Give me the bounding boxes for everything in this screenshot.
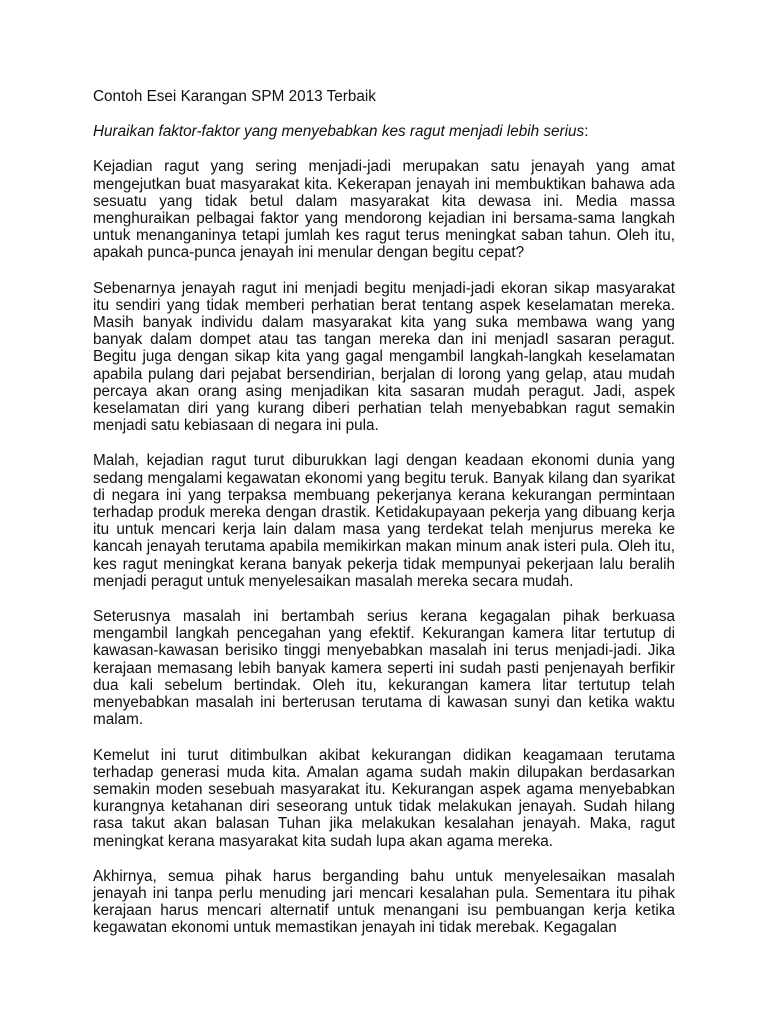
essay-question-colon: : xyxy=(584,123,589,141)
essay-content xyxy=(93,88,675,937)
paragraph-body-4: Kemelut ini turut ditimbulkan akibat kekurangan didikan keagamaan terutama terhadap generasi muda kita. Amalan agama sudah makin dilupakan berdasarkan semakin moden sesebuah masyarakat itu. Kekurangan aspek agama menyebabkan kurangnya ketahanan diri seseorang untuk tidak melakukan jenayah. Sudah hilang rasa takut akan balasan Tuhan jika melakukan kesalahan jenayah. Maka, ragut meningkat kerana masyarakat kita sudah lupa akan agama mereka. xyxy=(93,746,675,850)
paragraph-body-2: Malah, kejadian ragut turut diburukkan lagi dengan keadaan ekonomi dunia yang sedang mengalami kegawatan ekonomi yang begitu teruk. Banyak kilang dan syarikat di negara ini yang terpaksa membuang pekerjanya kerana kekurangan permintaan terhadap produk mereka dengan drastik. Ketidakupayaan pekerja yang dibuang kerja itu untuk mencari kerja lain dalam masa yang terdekat telah menjurus mereka ke kancah jenayah terutama apabila memikirkan makan minum anak isteri pula. Oleh itu, kes ragut meningkat kerana banyak pekerja tidak mempunyai pekerjaan lalu beralih menjadi peragut untuk menyelesaikan masalah mereka secara mudah. xyxy=(93,452,675,590)
document-title: Contoh Esei Karangan SPM 2013 Terbaik xyxy=(93,88,376,105)
essay-question-text: Huraikan faktor-faktor yang menyebabkan kes ragut menjadi lebih serius xyxy=(93,123,585,141)
paragraph-body-3: Seterusnya masalah ini bertambah serius kerana kegagalan pihak berkuasa mengambil langkah pencegahan yang efektif. Kekurangan kamera litar tertutup di kawasan-kawasan berisiko tinggi menyebabkan masalah ini terus menjadi-jadi. Jika kerajaan memasang lebih banyak kamera seperti ini sudah pasti penjenayah berfikir dua kali sebelum bertindak. Oleh itu, kekurangan kamera litar tertutup telah menyebabkan masalah ini berterusan terutama di kawasan sunyi dan ketika waktu malam. xyxy=(93,608,675,729)
essay-question xyxy=(93,123,675,140)
paragraph-introduction: Kejadian ragut yang sering menjadi-jadi merupakan satu jenayah yang amat mengejutkan buat masyarakat kita. Kekerapan jenayah ini membuktikan bahawa ada sesuatu yang tidak betul dalam masyarakat kita dewasa ini. Media massa menghuraikan pelbagai faktor yang mendorong kejadian ini bersama-sama langkah untuk menanganinya tetapi jumlah kes ragut terus meningkat saban tahun. Oleh itu, apakah punca-punca jenayah ini menular dengan begitu cepat? xyxy=(93,158,675,262)
paragraph-conclusion: Akhirnya, semua pihak harus berganding bahu untuk menyelesaikan masalah jenayah ini tanpa perlu menuding jari mencari kesalahan pula. Sementara itu pihak kerajaan harus mencari alternatif untuk menangani isu pembuangan kerja ketika kegawatan ekonomi untuk memastikan jenayah ini tidak merebak. Kegagalan xyxy=(93,867,675,937)
paragraph-body-1: Sebenarnya jenayah ragut ini menjadi begitu menjadi-jadi ekoran sikap masyarakat itu sendiri yang tidak memberi perhatian berat tentang aspek keselamatan mereka. Masih banyak individu dalam masyarakat kita yang suka membawa wang yang banyak dalam dompet atau tas tangan mereka dan ini menjadI sasaran peragut. Begitu juga dengan sikap kita yang gagal mengambil langkah-langkah keselamatan apabila pulang dari pejabat bersendirian, berjalan di lorong yang gelap, atau mudah percaya akan orang asing menjadikan kita sasaran mudah peragut. Jadi, aspek keselamatan diri yang kurang diberi perhatian telah menyebabkan ragut semakin menjadi satu kebiasaan di negara ini pula. xyxy=(93,279,675,435)
